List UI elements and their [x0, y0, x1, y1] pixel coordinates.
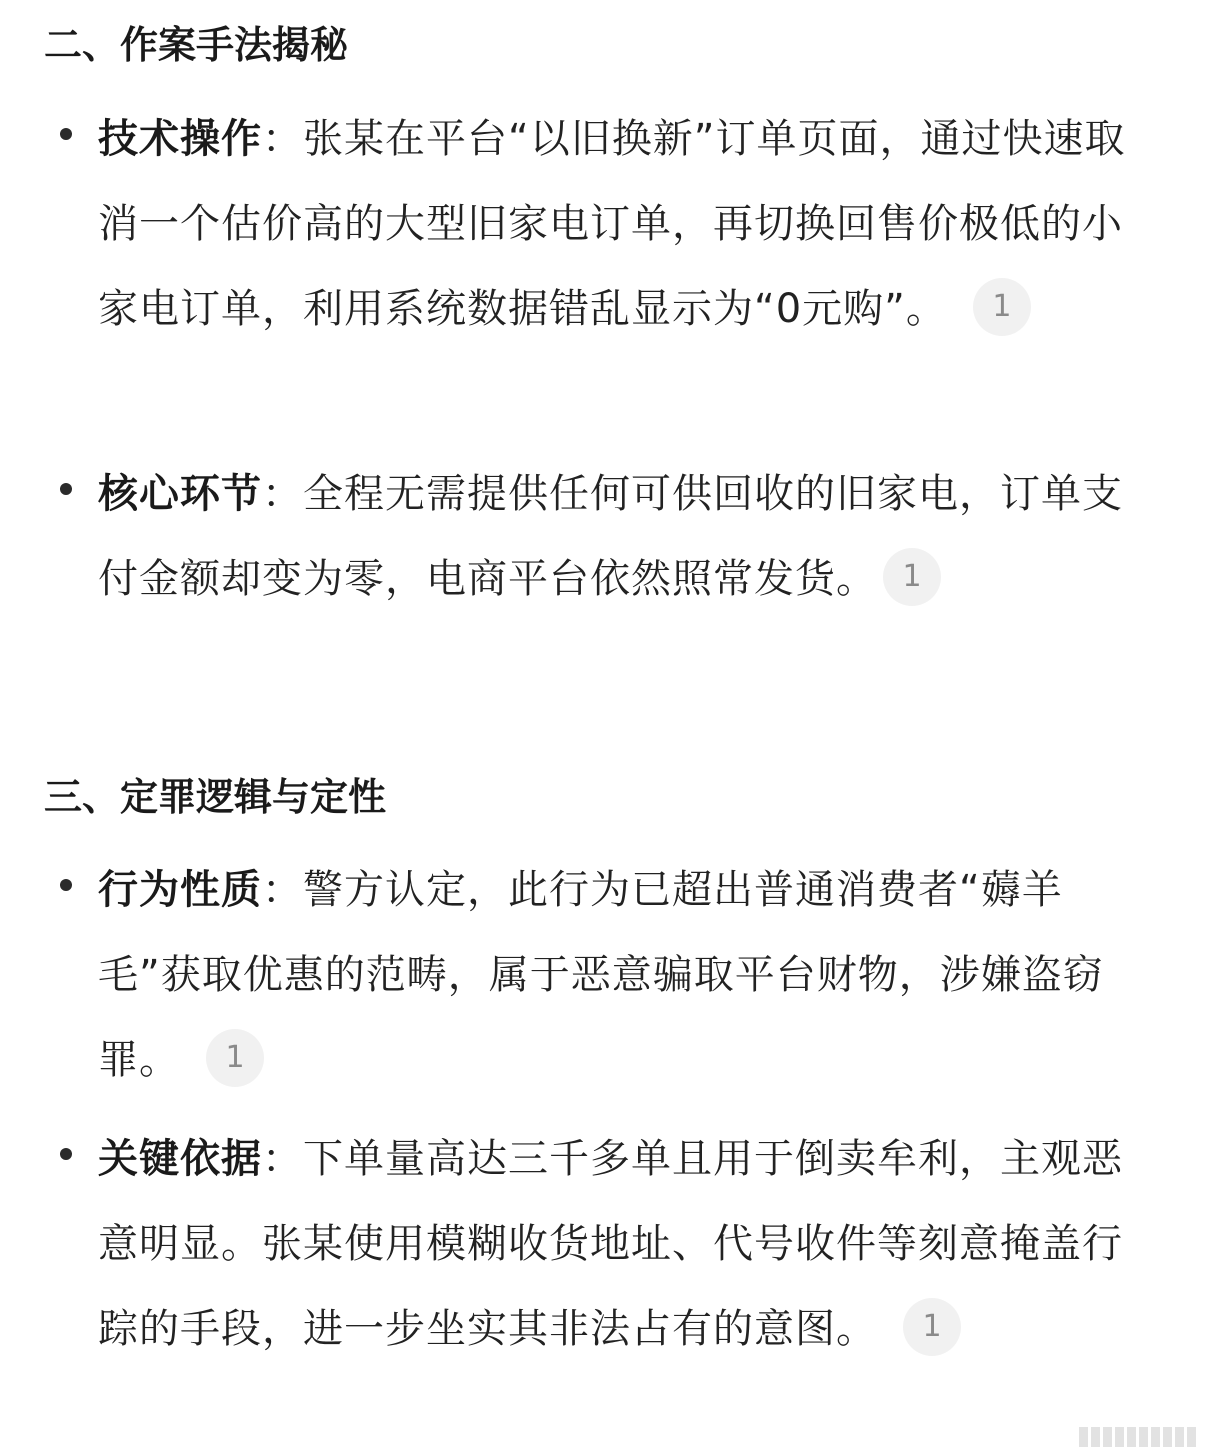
list-item-text — [98, 848, 1158, 1103]
citation-badge[interactable]: 1 — [206, 1029, 264, 1087]
bullet-dot — [60, 1148, 72, 1160]
citation-badge[interactable]: 1 — [883, 548, 941, 606]
item-body: ：下单量高达三千多单且用于倒卖牟利，主观恶意明显。张某使用模糊收货地址、代号收件等刻意掩盖行踪的手段，进一步坐实其非法占有的意图。 — [98, 1136, 1123, 1352]
item-body: ：全程无需提供任何可供回收的旧家电，订单支付金额却变为零，电商平台依然照常发货。 — [98, 471, 1123, 602]
section-conviction-logic — [44, 772, 1174, 822]
item-label: 技术操作 — [98, 116, 262, 162]
section-modus-operandi — [44, 20, 1174, 70]
item-label: 关键依据 — [98, 1136, 262, 1182]
citation-badge[interactable]: 1 — [973, 278, 1031, 336]
bullet-dot — [60, 483, 72, 495]
item-body: ：张某在平台“以旧换新”订单页面，通过快速取消一个估价高的大型旧家电订单，再切换回售价极低的小家电订单，利用系统数据错乱显示为“0元购”。 — [98, 116, 1126, 332]
bullet-dot — [60, 128, 72, 140]
item-body: ：警方认定，此行为已超出普通消费者“薅羊毛”获取优惠的范畴，属于恶意骗取平台财物，涉嫌盗窃罪。 — [98, 867, 1104, 1083]
list-item-text — [98, 97, 1158, 352]
section-heading: 三、定罪逻辑与定性 — [44, 775, 387, 819]
list-item-text — [98, 1117, 1158, 1372]
watermark-logo — [1079, 1427, 1196, 1447]
citation-badge[interactable]: 1 — [903, 1298, 961, 1356]
item-label: 核心环节 — [98, 471, 262, 517]
bullet-dot — [60, 879, 72, 891]
item-label: 行为性质 — [98, 867, 262, 913]
list-item-text — [98, 452, 1158, 622]
section-heading: 二、作案手法揭秘 — [44, 23, 349, 67]
